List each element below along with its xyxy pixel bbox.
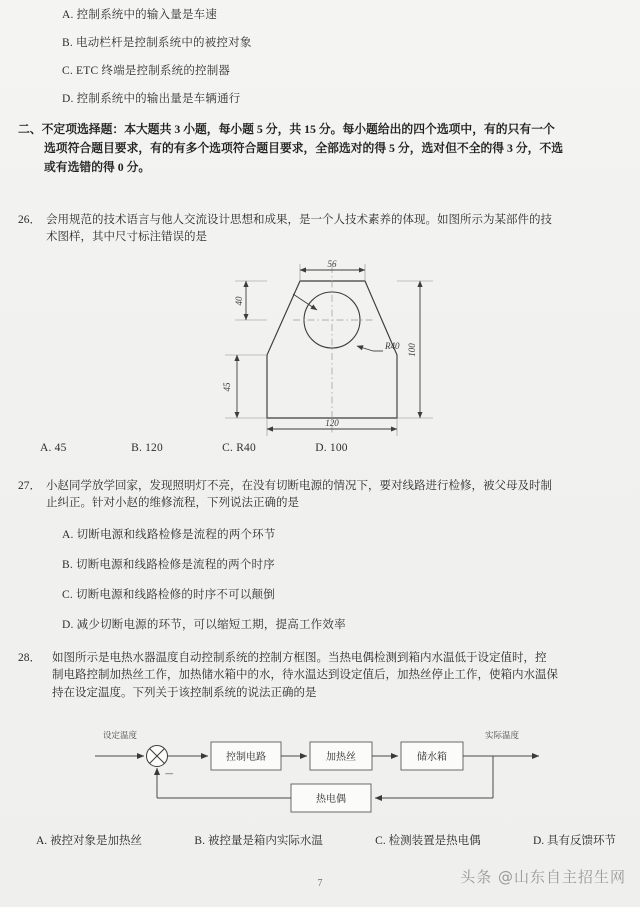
block-label-heating-wire: 加热丝	[326, 752, 356, 763]
option-row	[62, 36, 252, 52]
question-line-2: 制电路控制加热丝工作，加热储水箱中的水，待水温达到设定值后，加热丝停止工作，使箱内水温保	[52, 669, 558, 682]
option-text: 被控量是箱内实际水温	[207, 835, 323, 847]
option-letter: C.	[375, 835, 386, 847]
option-text: ETC 终端是控制系统的控制器	[76, 65, 231, 77]
dimension-40: 40	[234, 296, 244, 306]
section-heading	[18, 120, 626, 177]
q26-option-d	[315, 441, 348, 457]
option-letter: B.	[131, 442, 143, 454]
option-text: 切断电源和线路检修是流程的两个环节	[76, 529, 276, 541]
option-text: 控制系统中的输出量是车辆通行	[76, 93, 241, 105]
input-label: 设定温度	[103, 731, 138, 741]
option-row	[62, 8, 217, 24]
dimension-100: 100	[407, 343, 417, 357]
option-letter: B.	[62, 37, 73, 49]
option-letter: A.	[62, 9, 74, 21]
option-letter: C.	[62, 589, 73, 601]
dimension-45: 45	[222, 382, 232, 392]
question-number: 26．	[18, 214, 41, 226]
option-row	[62, 92, 240, 108]
option-letter: B.	[194, 835, 205, 847]
option-text: 控制系统中的输入量是车速	[76, 9, 218, 21]
section-line-2: 选项符合题目要求，有的有多个选项符合题目要求，全部选对的得 5 分，选对但不全的得 3 分，不选	[44, 141, 564, 156]
dimension-R40: R40	[385, 341, 400, 351]
question-28	[18, 650, 630, 702]
q28-option-b	[194, 832, 322, 848]
q26-option-a	[40, 441, 128, 457]
summing-sign: —	[165, 769, 174, 779]
question-line-1: 小赵同学放学回家，发现照明灯不亮，在没有切断电源的情况下，要对线路进行检修，被父母及时制	[46, 480, 552, 492]
option-text: 减少切断电源的环节，可以缩短工期，提高工作效率	[76, 619, 346, 631]
option-text: 100	[329, 442, 348, 454]
option-letter: B.	[62, 559, 73, 571]
option-letter: A.	[40, 442, 52, 454]
q28-option-c	[375, 832, 480, 848]
question-line-2: 止纠正。针对小赵的维修流程，下列说法正确的是	[46, 497, 299, 510]
option-text: 切断电源和线路检修的时序不可以颠倒	[76, 589, 275, 601]
option-row	[62, 558, 275, 574]
q26-option-c	[222, 441, 312, 457]
option-row	[62, 588, 275, 604]
option-letter: D.	[62, 619, 74, 631]
option-letter: C.	[222, 442, 234, 454]
option-text: 检测装置是热电偶	[388, 835, 481, 847]
question-number: 28．	[18, 652, 41, 664]
option-text: 具有反馈环节	[547, 835, 616, 847]
question-number: 27．	[18, 480, 41, 492]
option-letter: A.	[62, 529, 74, 541]
control-block-diagram-figure	[95, 728, 555, 818]
engineering-drawing-figure	[205, 258, 445, 438]
block-label-control-circuit: 控制电路	[226, 752, 266, 763]
output-label: 实际温度	[485, 731, 520, 741]
question-27	[18, 478, 628, 513]
question-line-2: 术图样，其中尺寸标注错误的是	[46, 231, 207, 244]
q26-options-row	[40, 441, 348, 457]
question-line-1: 如图所示是电热水器温度自动控制系统的控制方框图。当热电偶检测到箱内水温低于设定值时，控	[52, 652, 547, 664]
option-row	[62, 528, 276, 544]
option-letter: A.	[36, 835, 48, 847]
option-row	[62, 64, 230, 80]
watermark: 头条 @山东自主招生网	[460, 868, 626, 886]
section-label: 二、	[18, 122, 42, 136]
question-26	[18, 212, 628, 247]
dimension-56: 56	[327, 259, 337, 269]
section-title: 不定项选择题：	[41, 122, 125, 136]
question-line-3: 持在设定温度。下列关于该控制系统的说法正确的是	[52, 686, 317, 699]
option-text: 切断电源和线路检修是流程的两个时序	[76, 559, 275, 571]
page-number: 7	[317, 878, 323, 889]
option-letter: D.	[315, 442, 327, 454]
q26-option-b	[131, 441, 219, 457]
q28-option-d	[533, 832, 616, 848]
option-letter: C.	[62, 65, 73, 77]
section-line-1: 本大题共 3 小题，每小题 5 分，共 15 分。每小题给出的四个选项中，有的只有一个	[124, 122, 555, 136]
option-text: 120	[145, 442, 163, 454]
option-text: 45	[54, 442, 67, 454]
summing-junction	[147, 746, 168, 767]
option-text: 电动栏杆是控制系统中的被控对象	[76, 37, 252, 49]
q28-option-a	[36, 832, 142, 848]
section-line-3: 或有选错的得 0 分。	[44, 160, 151, 175]
option-letter: D.	[62, 93, 74, 105]
dimension-120: 120	[325, 418, 339, 428]
option-text: 被控对象是加热丝	[50, 835, 143, 847]
question-line-1: 会用规范的技术语言与他人交流设计思想和成果，是一个人技术素养的体现。如图所示为某部件的技	[46, 214, 552, 226]
option-text: R40	[236, 442, 256, 454]
option-letter: D.	[532, 835, 545, 847]
block-label-water-tank: 储水箱	[417, 752, 447, 763]
option-row	[62, 618, 346, 634]
block-label-thermocouple: 热电偶	[316, 794, 346, 805]
q28-options-row	[36, 832, 616, 848]
